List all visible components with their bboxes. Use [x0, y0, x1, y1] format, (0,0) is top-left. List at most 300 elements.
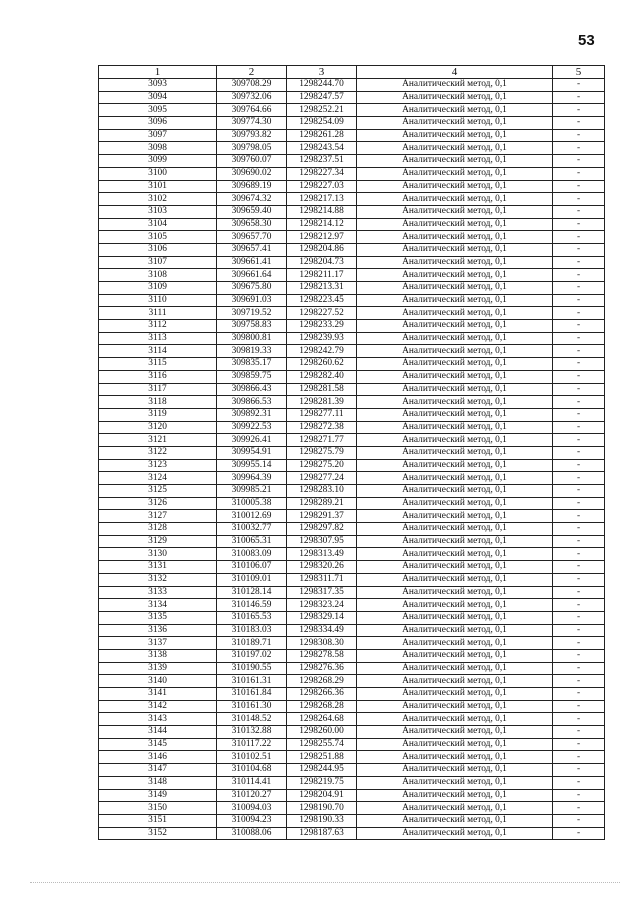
point-number-cell: 3102: [99, 193, 217, 206]
column-header-4: 4: [357, 66, 553, 79]
point-number-cell: 3108: [99, 269, 217, 282]
note-cell: -: [553, 167, 605, 180]
note-cell: -: [553, 573, 605, 586]
method-cell: Аналитический метод, 0,1: [357, 738, 553, 751]
x-coordinate-cell: 309819.33: [217, 345, 287, 358]
table-row: [99, 79, 605, 92]
point-number-cell: 3149: [99, 789, 217, 802]
method-cell: Аналитический метод, 0,1: [357, 776, 553, 789]
method-cell: Аналитический метод, 0,1: [357, 599, 553, 612]
note-cell: -: [553, 358, 605, 371]
y-coordinate-cell: 1298329.14: [287, 611, 357, 624]
table-row: [99, 117, 605, 130]
x-coordinate-cell: 310102.51: [217, 751, 287, 764]
table-row: [99, 827, 605, 840]
note-cell: -: [553, 142, 605, 155]
point-number-cell: 3095: [99, 104, 217, 117]
method-cell: Аналитический метод, 0,1: [357, 548, 553, 561]
table-row: [99, 523, 605, 536]
method-cell: Аналитический метод, 0,1: [357, 751, 553, 764]
point-number-cell: 3114: [99, 345, 217, 358]
y-coordinate-cell: 1298211.17: [287, 269, 357, 282]
table-row: [99, 459, 605, 472]
table-row: [99, 446, 605, 459]
y-coordinate-cell: 1298187.63: [287, 827, 357, 840]
point-number-cell: 3093: [99, 79, 217, 92]
point-number-cell: 3150: [99, 802, 217, 815]
note-cell: -: [553, 193, 605, 206]
point-number-cell: 3147: [99, 764, 217, 777]
method-cell: Аналитический метод, 0,1: [357, 332, 553, 345]
x-coordinate-cell: 310128.14: [217, 586, 287, 599]
point-number-cell: 3124: [99, 472, 217, 485]
y-coordinate-cell: 1298323.24: [287, 599, 357, 612]
x-coordinate-cell: 309964.39: [217, 472, 287, 485]
x-coordinate-cell: 310088.06: [217, 827, 287, 840]
method-cell: Аналитический метод, 0,1: [357, 485, 553, 498]
table-row: [99, 510, 605, 523]
method-cell: Аналитический метод, 0,1: [357, 91, 553, 104]
note-cell: -: [553, 497, 605, 510]
table-row: [99, 104, 605, 117]
x-coordinate-cell: 310120.27: [217, 789, 287, 802]
column-header-5: 5: [553, 66, 605, 79]
point-number-cell: 3105: [99, 231, 217, 244]
point-number-cell: 3136: [99, 624, 217, 637]
point-number-cell: 3137: [99, 637, 217, 650]
point-number-cell: 3145: [99, 738, 217, 751]
note-cell: -: [553, 243, 605, 256]
note-cell: -: [553, 307, 605, 320]
y-coordinate-cell: 1298272.38: [287, 421, 357, 434]
method-cell: Аналитический метод, 0,1: [357, 586, 553, 599]
note-cell: -: [553, 231, 605, 244]
note-cell: -: [553, 523, 605, 536]
table-row: [99, 408, 605, 421]
x-coordinate-cell: 309926.41: [217, 434, 287, 447]
note-cell: -: [553, 561, 605, 574]
method-cell: Аналитический метод, 0,1: [357, 510, 553, 523]
y-coordinate-cell: 1298297.82: [287, 523, 357, 536]
table-row: [99, 688, 605, 701]
note-cell: -: [553, 218, 605, 231]
table-row: [99, 256, 605, 269]
x-coordinate-cell: 309866.43: [217, 383, 287, 396]
table-row: [99, 205, 605, 218]
point-number-cell: 3098: [99, 142, 217, 155]
x-coordinate-cell: 309661.64: [217, 269, 287, 282]
x-coordinate-cell: 309674.32: [217, 193, 287, 206]
x-coordinate-cell: 309798.05: [217, 142, 287, 155]
note-cell: -: [553, 776, 605, 789]
x-coordinate-cell: 309955.14: [217, 459, 287, 472]
table-row: [99, 472, 605, 485]
y-coordinate-cell: 1298317.35: [287, 586, 357, 599]
table-row: [99, 396, 605, 409]
y-coordinate-cell: 1298281.58: [287, 383, 357, 396]
point-number-cell: 3140: [99, 675, 217, 688]
x-coordinate-cell: 310065.31: [217, 535, 287, 548]
y-coordinate-cell: 1298247.57: [287, 91, 357, 104]
table-row: [99, 751, 605, 764]
table-row: [99, 180, 605, 193]
coordinates-table: [98, 65, 605, 840]
x-coordinate-cell: 309892.31: [217, 408, 287, 421]
y-coordinate-cell: 1298227.03: [287, 180, 357, 193]
table-row: [99, 814, 605, 827]
method-cell: Аналитический метод, 0,1: [357, 294, 553, 307]
point-number-cell: 3117: [99, 383, 217, 396]
table-row: [99, 129, 605, 142]
y-coordinate-cell: 1298223.45: [287, 294, 357, 307]
point-number-cell: 3121: [99, 434, 217, 447]
y-coordinate-cell: 1298289.21: [287, 497, 357, 510]
point-number-cell: 3126: [99, 497, 217, 510]
note-cell: -: [553, 256, 605, 269]
point-number-cell: 3101: [99, 180, 217, 193]
x-coordinate-cell: 309658.30: [217, 218, 287, 231]
y-coordinate-cell: 1298275.20: [287, 459, 357, 472]
point-number-cell: 3119: [99, 408, 217, 421]
table-row: [99, 599, 605, 612]
x-coordinate-cell: 310106.07: [217, 561, 287, 574]
method-cell: Аналитический метод, 0,1: [357, 814, 553, 827]
table-row: [99, 586, 605, 599]
method-cell: Аналитический метод, 0,1: [357, 167, 553, 180]
x-coordinate-cell: 309866.53: [217, 396, 287, 409]
x-coordinate-cell: 310094.23: [217, 814, 287, 827]
method-cell: Аналитический метод, 0,1: [357, 383, 553, 396]
y-coordinate-cell: 1298237.51: [287, 155, 357, 168]
method-cell: Аналитический метод, 0,1: [357, 802, 553, 815]
method-cell: Аналитический метод, 0,1: [357, 129, 553, 142]
point-number-cell: 3120: [99, 421, 217, 434]
note-cell: -: [553, 510, 605, 523]
note-cell: -: [553, 332, 605, 345]
note-cell: -: [553, 282, 605, 295]
point-number-cell: 3133: [99, 586, 217, 599]
point-number-cell: 3131: [99, 561, 217, 574]
note-cell: -: [553, 662, 605, 675]
x-coordinate-cell: 309690.02: [217, 167, 287, 180]
table-row: [99, 497, 605, 510]
x-coordinate-cell: 310161.30: [217, 700, 287, 713]
note-cell: -: [553, 421, 605, 434]
y-coordinate-cell: 1298264.68: [287, 713, 357, 726]
point-number-cell: 3127: [99, 510, 217, 523]
table-row: [99, 155, 605, 168]
point-number-cell: 3152: [99, 827, 217, 840]
method-cell: Аналитический метод, 0,1: [357, 497, 553, 510]
point-number-cell: 3112: [99, 320, 217, 333]
x-coordinate-cell: 310104.68: [217, 764, 287, 777]
note-cell: -: [553, 396, 605, 409]
y-coordinate-cell: 1298204.73: [287, 256, 357, 269]
y-coordinate-cell: 1298320.26: [287, 561, 357, 574]
method-cell: Аналитический метод, 0,1: [357, 726, 553, 739]
note-cell: -: [553, 637, 605, 650]
note-cell: -: [553, 408, 605, 421]
x-coordinate-cell: 310005.38: [217, 497, 287, 510]
column-header-1: 1: [99, 66, 217, 79]
point-number-cell: 3151: [99, 814, 217, 827]
y-coordinate-cell: 1298260.62: [287, 358, 357, 371]
x-coordinate-cell: 309774.30: [217, 117, 287, 130]
table-row: [99, 726, 605, 739]
note-cell: -: [553, 700, 605, 713]
table-row: [99, 485, 605, 498]
y-coordinate-cell: 1298214.12: [287, 218, 357, 231]
table-row: [99, 611, 605, 624]
y-coordinate-cell: 1298219.75: [287, 776, 357, 789]
point-number-cell: 3109: [99, 282, 217, 295]
note-cell: -: [553, 485, 605, 498]
point-number-cell: 3128: [99, 523, 217, 536]
x-coordinate-cell: 310148.52: [217, 713, 287, 726]
y-coordinate-cell: 1298239.93: [287, 332, 357, 345]
note-cell: -: [553, 624, 605, 637]
table-row: [99, 193, 605, 206]
method-cell: Аналитический метод, 0,1: [357, 675, 553, 688]
method-cell: Аналитический метод, 0,1: [357, 193, 553, 206]
note-cell: -: [553, 814, 605, 827]
footer-divider: [30, 882, 620, 883]
method-cell: Аналитический метод, 0,1: [357, 421, 553, 434]
method-cell: Аналитический метод, 0,1: [357, 434, 553, 447]
y-coordinate-cell: 1298227.34: [287, 167, 357, 180]
x-coordinate-cell: 309732.06: [217, 91, 287, 104]
y-coordinate-cell: 1298227.52: [287, 307, 357, 320]
note-cell: -: [553, 751, 605, 764]
point-number-cell: 3103: [99, 205, 217, 218]
method-cell: Аналитический метод, 0,1: [357, 307, 553, 320]
x-coordinate-cell: 310183.03: [217, 624, 287, 637]
method-cell: Аналитический метод, 0,1: [357, 79, 553, 92]
method-cell: Аналитический метод, 0,1: [357, 104, 553, 117]
table-row: [99, 332, 605, 345]
x-coordinate-cell: 309859.75: [217, 370, 287, 383]
x-coordinate-cell: 309760.07: [217, 155, 287, 168]
table-row: [99, 243, 605, 256]
method-cell: Аналитический метод, 0,1: [357, 827, 553, 840]
x-coordinate-cell: 310161.31: [217, 675, 287, 688]
method-cell: Аналитический метод, 0,1: [357, 688, 553, 701]
x-coordinate-cell: 309954.91: [217, 446, 287, 459]
table-row: [99, 370, 605, 383]
point-number-cell: 3143: [99, 713, 217, 726]
point-number-cell: 3130: [99, 548, 217, 561]
note-cell: -: [553, 155, 605, 168]
method-cell: Аналитический метод, 0,1: [357, 117, 553, 130]
point-number-cell: 3107: [99, 256, 217, 269]
note-cell: -: [553, 180, 605, 193]
note-cell: -: [553, 205, 605, 218]
point-number-cell: 3110: [99, 294, 217, 307]
point-number-cell: 3129: [99, 535, 217, 548]
x-coordinate-cell: 309764.66: [217, 104, 287, 117]
method-cell: Аналитический метод, 0,1: [357, 637, 553, 650]
method-cell: Аналитический метод, 0,1: [357, 320, 553, 333]
method-cell: Аналитический метод, 0,1: [357, 764, 553, 777]
note-cell: -: [553, 446, 605, 459]
table-row: [99, 282, 605, 295]
note-cell: -: [553, 104, 605, 117]
y-coordinate-cell: 1298282.40: [287, 370, 357, 383]
method-cell: Аналитический метод, 0,1: [357, 231, 553, 244]
table-row: [99, 738, 605, 751]
note-cell: -: [553, 434, 605, 447]
y-coordinate-cell: 1298255.74: [287, 738, 357, 751]
y-coordinate-cell: 1298261.28: [287, 129, 357, 142]
x-coordinate-cell: 309657.70: [217, 231, 287, 244]
y-coordinate-cell: 1298190.33: [287, 814, 357, 827]
method-cell: Аналитический метод, 0,1: [357, 155, 553, 168]
point-number-cell: 3096: [99, 117, 217, 130]
point-number-cell: 3144: [99, 726, 217, 739]
table-row: [99, 345, 605, 358]
method-cell: Аналитический метод, 0,1: [357, 180, 553, 193]
x-coordinate-cell: 309922.53: [217, 421, 287, 434]
note-cell: -: [553, 129, 605, 142]
table-row: [99, 713, 605, 726]
method-cell: Аналитический метод, 0,1: [357, 269, 553, 282]
point-number-cell: 3139: [99, 662, 217, 675]
method-cell: Аналитический метод, 0,1: [357, 205, 553, 218]
y-coordinate-cell: 1298271.77: [287, 434, 357, 447]
page-number: 53: [578, 32, 595, 49]
x-coordinate-cell: 309758.83: [217, 320, 287, 333]
point-number-cell: 3134: [99, 599, 217, 612]
method-cell: Аналитический метод, 0,1: [357, 649, 553, 662]
x-coordinate-cell: 309659.40: [217, 205, 287, 218]
y-coordinate-cell: 1298204.91: [287, 789, 357, 802]
point-number-cell: 3118: [99, 396, 217, 409]
table-row: [99, 535, 605, 548]
table-row: [99, 307, 605, 320]
x-coordinate-cell: 309719.52: [217, 307, 287, 320]
x-coordinate-cell: 310161.84: [217, 688, 287, 701]
table-row: [99, 434, 605, 447]
table-row: [99, 649, 605, 662]
y-coordinate-cell: 1298313.49: [287, 548, 357, 561]
method-cell: Аналитический метод, 0,1: [357, 789, 553, 802]
note-cell: -: [553, 459, 605, 472]
x-coordinate-cell: 310189.71: [217, 637, 287, 650]
note-cell: -: [553, 294, 605, 307]
method-cell: Аналитический метод, 0,1: [357, 345, 553, 358]
table-row: [99, 142, 605, 155]
note-cell: -: [553, 789, 605, 802]
table-row: [99, 269, 605, 282]
point-number-cell: 3123: [99, 459, 217, 472]
table-row: [99, 700, 605, 713]
point-number-cell: 3113: [99, 332, 217, 345]
note-cell: -: [553, 688, 605, 701]
y-coordinate-cell: 1298212.97: [287, 231, 357, 244]
x-coordinate-cell: 310083.09: [217, 548, 287, 561]
table-row: [99, 320, 605, 333]
y-coordinate-cell: 1298242.79: [287, 345, 357, 358]
point-number-cell: 3138: [99, 649, 217, 662]
y-coordinate-cell: 1298244.70: [287, 79, 357, 92]
x-coordinate-cell: 309691.03: [217, 294, 287, 307]
x-coordinate-cell: 309657.41: [217, 243, 287, 256]
x-coordinate-cell: 309835.17: [217, 358, 287, 371]
note-cell: -: [553, 548, 605, 561]
y-coordinate-cell: 1298254.09: [287, 117, 357, 130]
point-number-cell: 3141: [99, 688, 217, 701]
note-cell: -: [553, 91, 605, 104]
y-coordinate-cell: 1298278.58: [287, 649, 357, 662]
y-coordinate-cell: 1298281.39: [287, 396, 357, 409]
method-cell: Аналитический метод, 0,1: [357, 713, 553, 726]
note-cell: -: [553, 535, 605, 548]
header-row: [99, 66, 605, 79]
column-header-2: 2: [217, 66, 287, 79]
y-coordinate-cell: 1298204.86: [287, 243, 357, 256]
note-cell: -: [553, 599, 605, 612]
note-cell: -: [553, 649, 605, 662]
table-row: [99, 294, 605, 307]
table-row: [99, 218, 605, 231]
table-row: [99, 167, 605, 180]
y-coordinate-cell: 1298283.10: [287, 485, 357, 498]
y-coordinate-cell: 1298277.24: [287, 472, 357, 485]
method-cell: Аналитический метод, 0,1: [357, 358, 553, 371]
note-cell: -: [553, 320, 605, 333]
x-coordinate-cell: 309985.21: [217, 485, 287, 498]
table-row: [99, 675, 605, 688]
table-row: [99, 548, 605, 561]
note-cell: -: [553, 726, 605, 739]
column-header-3: 3: [287, 66, 357, 79]
note-cell: -: [553, 713, 605, 726]
y-coordinate-cell: 1298308.30: [287, 637, 357, 650]
y-coordinate-cell: 1298307.95: [287, 535, 357, 548]
point-number-cell: 3116: [99, 370, 217, 383]
method-cell: Аналитический метод, 0,1: [357, 523, 553, 536]
method-cell: Аналитический метод, 0,1: [357, 573, 553, 586]
x-coordinate-cell: 310032.77: [217, 523, 287, 536]
note-cell: -: [553, 802, 605, 815]
table-row: [99, 662, 605, 675]
x-coordinate-cell: 310117.22: [217, 738, 287, 751]
point-number-cell: 3132: [99, 573, 217, 586]
note-cell: -: [553, 117, 605, 130]
table-row: [99, 231, 605, 244]
note-cell: -: [553, 738, 605, 751]
note-cell: -: [553, 345, 605, 358]
x-coordinate-cell: 310132.88: [217, 726, 287, 739]
point-number-cell: 3125: [99, 485, 217, 498]
x-coordinate-cell: 310197.02: [217, 649, 287, 662]
point-number-cell: 3146: [99, 751, 217, 764]
table-row: [99, 573, 605, 586]
note-cell: -: [553, 675, 605, 688]
note-cell: -: [553, 269, 605, 282]
y-coordinate-cell: 1298276.36: [287, 662, 357, 675]
table-row: [99, 802, 605, 815]
y-coordinate-cell: 1298275.79: [287, 446, 357, 459]
point-number-cell: 3148: [99, 776, 217, 789]
point-number-cell: 3094: [99, 91, 217, 104]
method-cell: Аналитический метод, 0,1: [357, 218, 553, 231]
method-cell: Аналитический метод, 0,1: [357, 459, 553, 472]
table-row: [99, 561, 605, 574]
x-coordinate-cell: 309689.19: [217, 180, 287, 193]
x-coordinate-cell: 310190.55: [217, 662, 287, 675]
note-cell: -: [553, 827, 605, 840]
